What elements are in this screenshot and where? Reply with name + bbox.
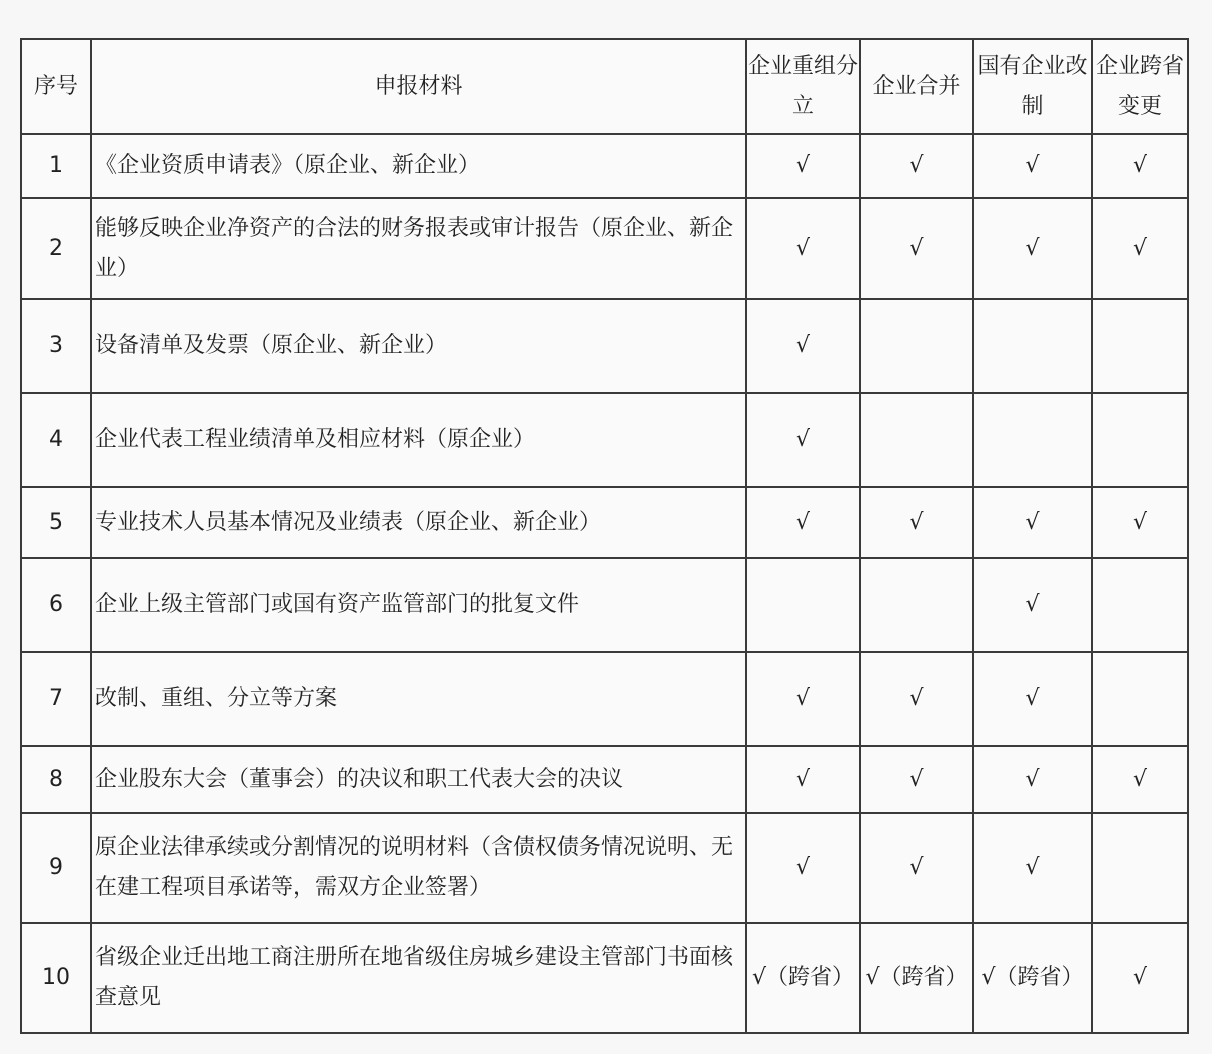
table-row — [21, 746, 1188, 813]
requirements-table-container — [20, 38, 1187, 1034]
row-mark-cross — [1092, 813, 1188, 923]
row-index: 3 — [21, 299, 91, 393]
table-row — [21, 813, 1188, 923]
row-mark-cross — [1092, 652, 1188, 746]
row-material: 能够反映企业净资产的合法的财务报表或审计报告（原企业、新企业） — [91, 198, 746, 299]
row-mark-merger: √ — [860, 652, 973, 746]
header-restructure-split: 企业重组分立 — [746, 39, 860, 134]
row-mark-restructure: √ — [746, 746, 860, 813]
row-mark-restructure: √ — [746, 299, 860, 393]
table-row — [21, 652, 1188, 746]
row-mark-merger: √ — [860, 746, 973, 813]
row-index: 10 — [21, 923, 91, 1033]
row-mark-merger: √ — [860, 813, 973, 923]
row-mark-cross: √ — [1092, 198, 1188, 299]
row-mark-soe: √ — [973, 652, 1092, 746]
table-row — [21, 134, 1188, 198]
row-mark-cross — [1092, 299, 1188, 393]
row-material: 企业股东大会（董事会）的决议和职工代表大会的决议 — [91, 746, 746, 813]
row-index: 9 — [21, 813, 91, 923]
row-mark-restructure: √ — [746, 652, 860, 746]
row-mark-merger: √（跨省） — [860, 923, 973, 1033]
row-material: 专业技术人员基本情况及业绩表（原企业、新企业） — [91, 487, 746, 558]
row-material: 《企业资质申请表》（原企业、新企业） — [91, 134, 746, 198]
row-material: 改制、重组、分立等方案 — [91, 652, 746, 746]
row-mark-soe: √ — [973, 746, 1092, 813]
row-mark-soe: √ — [973, 134, 1092, 198]
row-mark-restructure: √ — [746, 813, 860, 923]
table-row — [21, 198, 1188, 299]
header-merger: 企业合并 — [860, 39, 973, 134]
row-mark-merger — [860, 393, 973, 487]
row-index: 5 — [21, 487, 91, 558]
row-material: 企业代表工程业绩清单及相应材料（原企业） — [91, 393, 746, 487]
row-index: 8 — [21, 746, 91, 813]
row-mark-restructure: √ — [746, 198, 860, 299]
row-mark-cross: √ — [1092, 746, 1188, 813]
header-soe-reform: 国有企业改制 — [973, 39, 1092, 134]
table-row — [21, 923, 1188, 1033]
row-mark-cross — [1092, 558, 1188, 652]
row-mark-soe — [973, 299, 1092, 393]
header-row — [21, 39, 1188, 134]
row-mark-merger — [860, 299, 973, 393]
row-mark-soe: √ — [973, 487, 1092, 558]
row-index: 1 — [21, 134, 91, 198]
table-row — [21, 558, 1188, 652]
row-mark-cross: √ — [1092, 134, 1188, 198]
row-index: 2 — [21, 198, 91, 299]
row-mark-restructure: √ — [746, 393, 860, 487]
header-cross-province: 企业跨省变更 — [1092, 39, 1188, 134]
row-mark-merger: √ — [860, 487, 973, 558]
row-mark-merger — [860, 558, 973, 652]
table-row — [21, 299, 1188, 393]
row-mark-restructure — [746, 558, 860, 652]
table-row — [21, 487, 1188, 558]
row-mark-merger: √ — [860, 198, 973, 299]
row-index: 6 — [21, 558, 91, 652]
row-material: 企业上级主管部门或国有资产监管部门的批复文件 — [91, 558, 746, 652]
table-row — [21, 393, 1188, 487]
row-mark-restructure: √ — [746, 487, 860, 558]
row-mark-restructure: √ — [746, 134, 860, 198]
row-mark-soe: √（跨省） — [973, 923, 1092, 1033]
row-index: 4 — [21, 393, 91, 487]
row-mark-merger: √ — [860, 134, 973, 198]
row-material: 设备清单及发票（原企业、新企业） — [91, 299, 746, 393]
row-mark-cross — [1092, 393, 1188, 487]
row-mark-soe: √ — [973, 558, 1092, 652]
header-index: 序号 — [21, 39, 91, 134]
row-mark-soe: √ — [973, 813, 1092, 923]
row-mark-soe: √ — [973, 198, 1092, 299]
row-material: 原企业法律承续或分割情况的说明材料（含债权债务情况说明、无在建工程项目承诺等，需双方企业签署） — [91, 813, 746, 923]
row-material: 省级企业迁出地工商注册所在地省级住房城乡建设主管部门书面核查意见 — [91, 923, 746, 1033]
row-mark-restructure: √（跨省） — [746, 923, 860, 1033]
header-material: 申报材料 — [91, 39, 746, 134]
row-index: 7 — [21, 652, 91, 746]
row-mark-soe — [973, 393, 1092, 487]
row-mark-cross: √ — [1092, 487, 1188, 558]
row-mark-cross: √ — [1092, 923, 1188, 1033]
requirements-table — [20, 38, 1189, 1034]
